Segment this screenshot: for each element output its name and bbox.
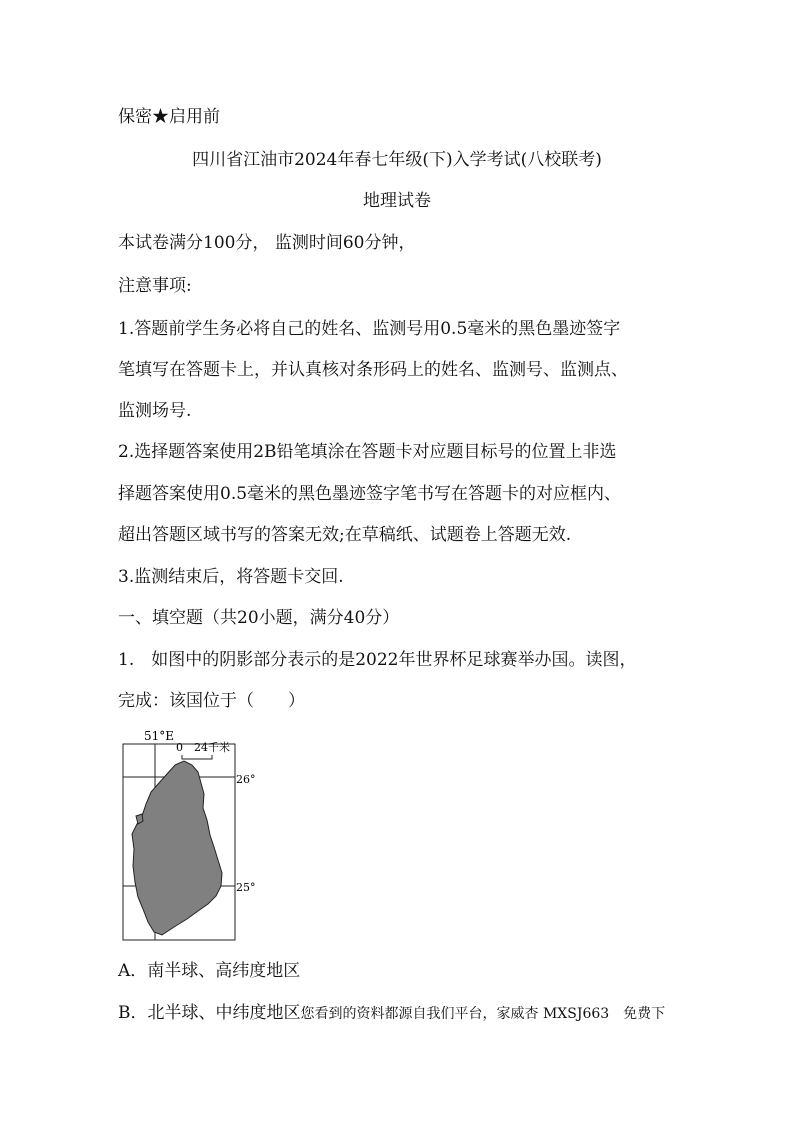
note-line: 1.答题前学生务必将自己的姓名、监测号用0.5毫米的黑色墨迹签字 [118, 319, 621, 339]
section-title: 一、填空题（共20小题，满分40分） [118, 608, 400, 628]
option-a [118, 960, 300, 982]
longitude-label: 51°E [144, 729, 175, 743]
qatar-map [118, 728, 263, 943]
note-line: 3.监测结束后，将答题卡交回. [118, 567, 344, 587]
scale-bar [182, 755, 212, 759]
note-line: 笔填写在答题卡上，并认真核对条形码上的姓名、监测号、监测点、 [118, 360, 628, 380]
option-a-text: A．南半球、高纬度地区 [118, 961, 301, 981]
country-shape [132, 761, 222, 935]
scale-label: 24千米 [194, 741, 230, 754]
note-line: 择题答案使用0.5毫米的黑色墨迹签字笔书写在答题卡的对应框内、 [118, 484, 622, 504]
note-line: 监测场号. [118, 401, 192, 421]
note-line: 2.选择题答案使用2B铅笔填涂在答题卡对应题目标号的位置上非选 [118, 442, 617, 462]
watermark-text: 您看到的资料都源自我们平台，家威杏 MXSJ663 免费下 [300, 1006, 666, 1022]
question-stem: 完成：该国位于（ ） [118, 691, 305, 711]
option-b-text: B．北半球、中纬度地区 [118, 1003, 301, 1023]
secret-mark: 保密★启用前 [118, 107, 220, 127]
question-stem: 1. 如图中的阴影部分表示的是2022年世界杯足球赛举办国。读图， [118, 650, 637, 670]
note-line: 超出答题区域书写的答案无效;在草稿纸、试题卷上答题无效. [118, 525, 572, 545]
option-b [118, 1002, 665, 1025]
score-time: 本试卷满分100分， 监测时间60分钟， [118, 233, 416, 253]
latitude-label-bottom: 25° [236, 881, 256, 894]
subject-title: 地理试卷 [363, 191, 431, 211]
notes-heading: 注意事项: [118, 276, 192, 296]
latitude-label-top: 26° [236, 773, 256, 786]
exam-title: 四川省江油市2024年春七年级(下)入学考试(八校联考) [192, 150, 602, 170]
scale-zero: 0 [176, 741, 183, 754]
